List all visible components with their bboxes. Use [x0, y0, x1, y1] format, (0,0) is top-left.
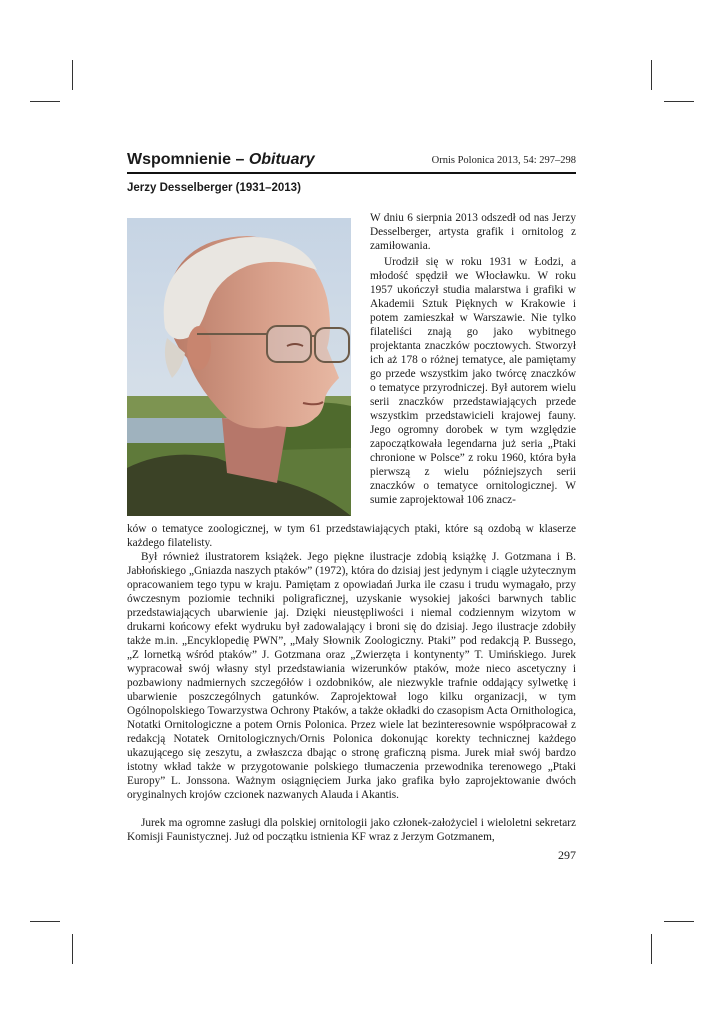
journal-citation: Ornis Polonica 2013, 54: 297–298: [431, 155, 576, 166]
paragraph-illustrations: Był również ilustratorem książek. Jego piękne ilustracje zdobią książkę J. Gotzmana i B. Jabłońskiego „Gniazda naszych ptaków” (1972), która do dzisiaj jest jedynym i ciągle użytecznym opracowaniem tego typu w kraju. Pamiętam z opowiadań Jurka ile czasu i trudu wymagało, przy ówczesnym poziomie techniki poligraficznej, uzyskanie wysokiej jakości barwnych tablic przedstawiających ubarwienie jaj. Dzięki nieustępliwości i niemal codziennym wizytom w drukarni końcowy efekt wydruku był zadowalający i broni się do dzisiaj. Jego ilustracje zdobiły także m.in. „Encyklopedię PWN”, „Mały Słownik Zoologiczny. Ptaki” pod redakcją P. Bussego, „Z lornetką wśród ptaków” J. Gotzmana oraz „Zwierzęta i kontynenty” T. Umińskiego. Jurek wypracował swój własny styl przedstawiania wizerunków ptaków, może nieco ascetyczny i pozbawiony nadmiernych szczegółów i ozdobników, ale niezwykle trafnie oddający sylwetkę i ubarwienie poszczególnych gatunków. Zaprojektował logo kilku organizacji, w tym Ogólnopolskiego Towarzystwa Ochrony Ptaków, a także okładki do czasopism Acta Ornithologica, Notatki Ornitologiczne a potem Ornis Polonica. Przez wiele lat bezinteresownie współpracował z redakcją Notatek Ornitologicznych/Ornis Polonica dokonując korekty technicznej każdego ukazującego się zeszytu, a zwłaszcza dbając o stronę graficzną pisma. Jurek miał swój bardzo istotny wkład także w przygotowanie polskiego tłumaczenia przewodnika terenowego „Ptaki Europy” L. Jonssona. Ważnym osiągnięciem Jurka jako grafika było zaprojektowanie dwóch oryginalnych krojów czcionek nazwanych Alauda i Akantis.: [127, 551, 576, 801]
paragraph-biography-continued: ków o tematyce zoologicznej, w tym 61 przedstawiających ptaki, które są ozdobą w klaserze każdego filatelisty.: [127, 523, 576, 549]
paragraph-intro: W dniu 6 sierpnia 2013 odszedł od nas Jerzy Desselberger, artysta grafik i ornitolog z zamiłowania.: [370, 212, 576, 252]
crop-mark: [664, 101, 694, 102]
article-heading: Jerzy Desselberger (1931–2013): [127, 182, 301, 194]
title-dash: –: [231, 151, 249, 168]
section-label: Wspomnienie: [127, 151, 232, 168]
crop-mark: [651, 934, 652, 964]
crop-mark: [651, 60, 652, 90]
crop-mark: [72, 60, 73, 90]
page-number: 297: [558, 848, 576, 862]
running-header: [127, 151, 576, 173]
crop-mark: [664, 921, 694, 922]
paragraph-ornithology: Jurek ma ogromne zasługi dla polskiej ornitologii jako członek-założyciel i wieloletni sekretarz Komisji Faunistycznej. Już od początku istnienia KF wraz z Jerzym Gotzmanem,: [127, 817, 576, 843]
section-title: [127, 151, 315, 169]
header-rule: [127, 172, 576, 174]
crop-mark: [72, 934, 73, 964]
crop-mark: [30, 101, 60, 102]
portrait-photo: [127, 218, 351, 516]
paragraph-biography-column: Urodził się w roku 1931 w Łodzi, a młodość spędził we Włocławku. W roku 1957 ukończył studia malarstwa i grafiki w Akademii Sztuk Pięknych w Krakowie i potem zamieszkał w Warszawie. Nie tylko filateliści znają go jako wybitnego projektanta znaczków pocztowych. Stworzył ich aż 178 o różnej tematyce, ale pamiętamy go przede wszystkim jako twórcę znaczków o tematyce przyrodniczej. Był autorem wielu serii znaczków przedstawiających przede wszystkim przedstawicieli krajowej fauny. Jego ogromny dorobek w tym względzie zapoczątkowała legendarna już seria „Ptaki chronione w Polsce” z roku 1960, która była pierwszą z wielu późniejszych serii znaczków o tematyce ornitologicznej. W sumie zaprojektował 106 znacz-: [370, 256, 576, 506]
section-label-en: Obituary: [248, 151, 315, 168]
crop-mark: [30, 921, 60, 922]
